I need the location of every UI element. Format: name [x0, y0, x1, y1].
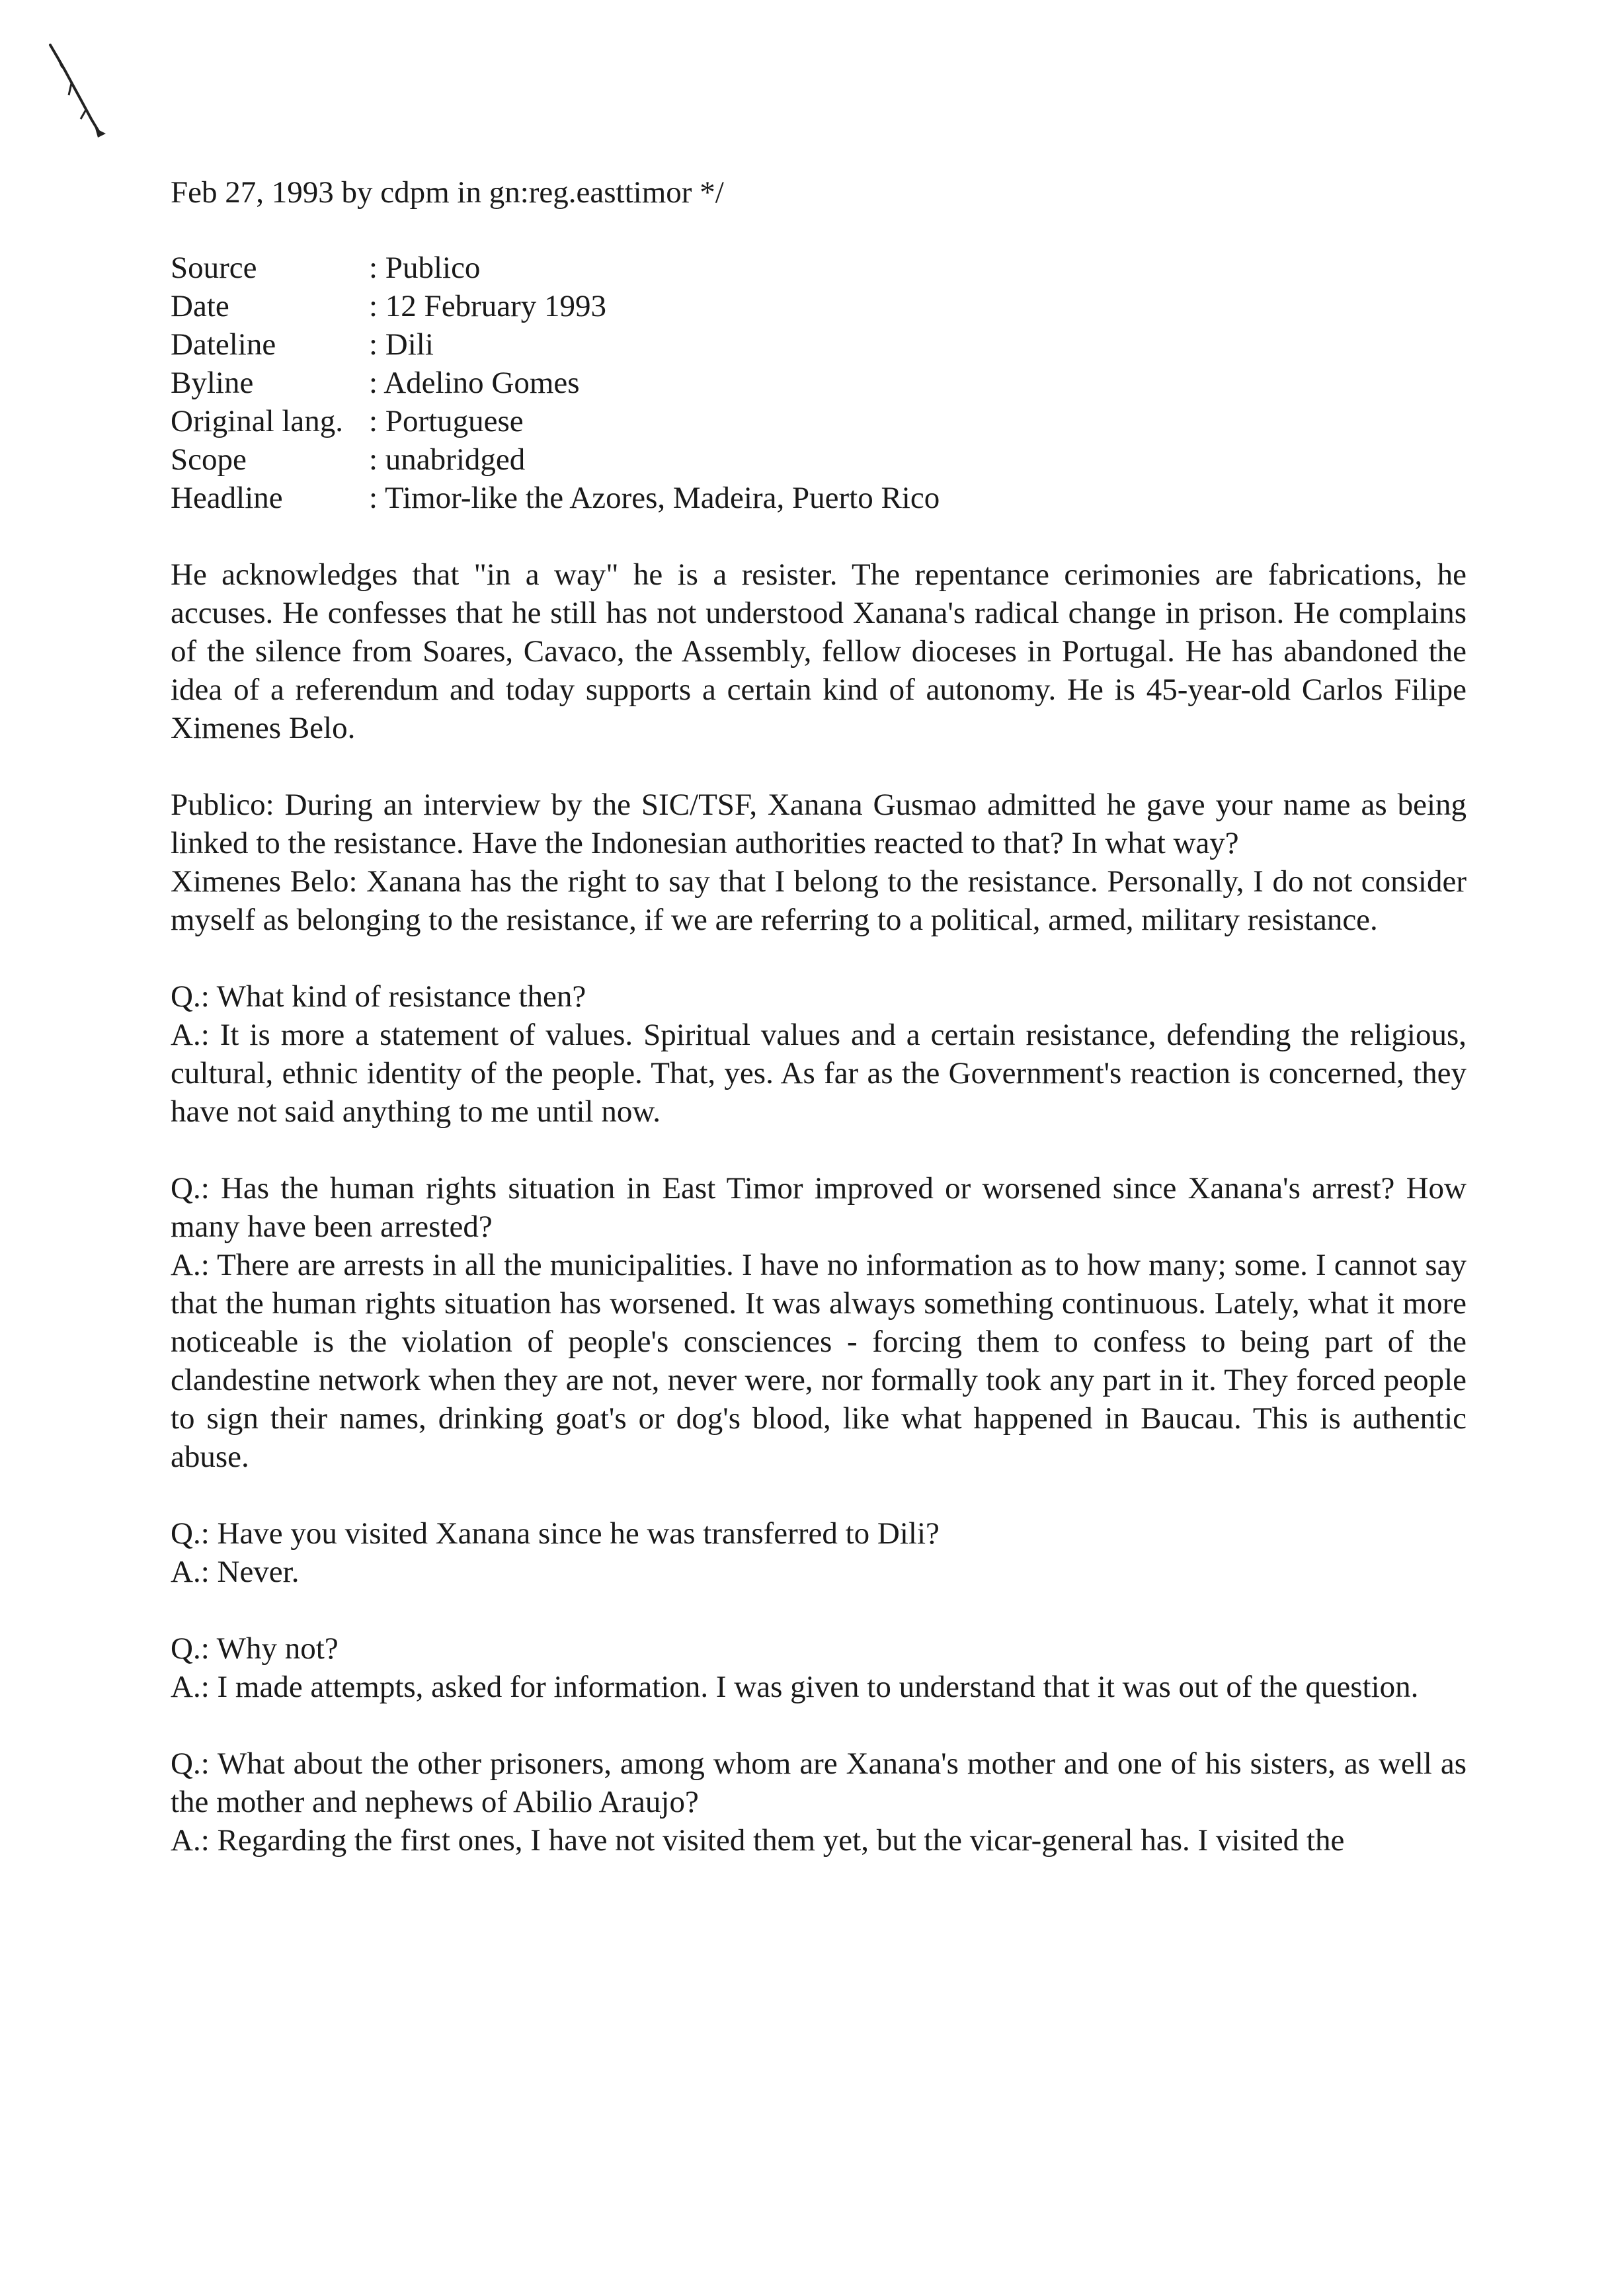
answer-text: A.: Never. [171, 1555, 300, 1589]
metadata-key: Dateline [171, 327, 276, 362]
metadata-table [171, 249, 1467, 517]
metadata-value: : Adelino Gomes [369, 366, 580, 400]
metadata-row [171, 440, 1467, 479]
metadata-key: Byline [171, 366, 254, 400]
intro-paragraph: He acknowledges that "in a way" he is a resister. The repentance cerimonies are fabrications, he accuses. He confesses that he still has not understood Xanana's radical change in prison. He complains of the silence from Soares, Cavaco, the Assembly, fellow dioceses in Portugal. He has abandoned the idea of a referendum and today supports a certain kind of autonomy. He is 45-year-old Carlos Filipe Ximenes Belo. [171, 557, 1467, 745]
metadata-value: : unabridged [369, 442, 526, 477]
posting-line: Feb 27, 1993 by cdpm in gn:reg.easttimor */ [171, 175, 724, 210]
metadata-value: : 12 February 1993 [369, 289, 606, 323]
metadata-key: Original lang. [171, 404, 344, 438]
metadata-value: : Dili [369, 327, 434, 362]
qa-block [171, 1169, 1467, 1476]
metadata-row [171, 325, 1467, 364]
qa-block [171, 977, 1467, 1131]
metadata-row [171, 364, 1467, 402]
question-text: Publico: During an interview by the SIC/TSF, Xanana Gusmao admitted he gave your name as being linked to the resistance. Have the Indonesian authorities reacted to that? In what way? [171, 788, 1467, 860]
metadata-key: Scope [171, 442, 247, 477]
qa-block [171, 1514, 1467, 1591]
qa-block [171, 1629, 1467, 1706]
qa-block [171, 786, 1467, 939]
metadata-row [171, 249, 1467, 287]
question-text: Q.: What kind of resistance then? [171, 979, 586, 1014]
metadata-key: Source [171, 251, 257, 285]
question-text: Q.: What about the other prisoners, among whom are Xanana's mother and one of his sisters, as well as the mother and nephews of Abilio Araujo? [171, 1746, 1467, 1819]
question-text: Q.: Why not? [171, 1631, 339, 1666]
metadata-row [171, 287, 1467, 325]
metadata-key: Headline [171, 481, 283, 515]
handwritten-arrow-mark [45, 41, 124, 147]
answer-text: Ximenes Belo: Xanana has the right to say that I belong to the resistance. Personally, I do not consider myself as belonging to the resistance, if we are referring to a political, armed, military resistance. [171, 864, 1467, 937]
answer-text: A.: It is more a statement of values. Spiritual values and a certain resistance, defending the religious, cultural, ethnic identity of the people. That, yes. As far as the Government's reaction is concerned, they have not said anything to me until now. [171, 1018, 1467, 1129]
question-text: Q.: Has the human rights situation in East Timor improved or worsened since Xanana's arrest? How many have been arrested? [171, 1171, 1467, 1244]
answer-text: A.: I made attempts, asked for information. I was given to understand that it was out of the question. [171, 1670, 1419, 1704]
metadata-key: Date [171, 289, 229, 323]
qa-block [171, 1744, 1467, 1860]
metadata-value: : Timor-like the Azores, Madeira, Puerto Rico [369, 481, 940, 515]
document-text [171, 173, 1467, 1860]
answer-text: A.: There are arrests in all the municipalities. I have no information as to how many; some. I cannot say that the human rights situation has worsened. It was always something continuous. Lately, what it more noticeable is the violation of people's consciences - forcing them to confess to being part of the clandestine network when they are not, never were, nor formally took any part in it. They forced people to sign their names, drinking goat's or dog's blood, like what happened in Baucau. This is authentic abuse. [171, 1248, 1467, 1474]
metadata-value: : Publico [369, 251, 481, 285]
metadata-row [171, 402, 1467, 440]
metadata-value: : Portuguese [369, 404, 524, 438]
answer-text: A.: Regarding the first ones, I have not visited them yet, but the vicar-general has. I visited the [171, 1823, 1345, 1858]
metadata-row [171, 479, 1467, 517]
question-text: Q.: Have you visited Xanana since he was transferred to Dili? [171, 1516, 940, 1551]
